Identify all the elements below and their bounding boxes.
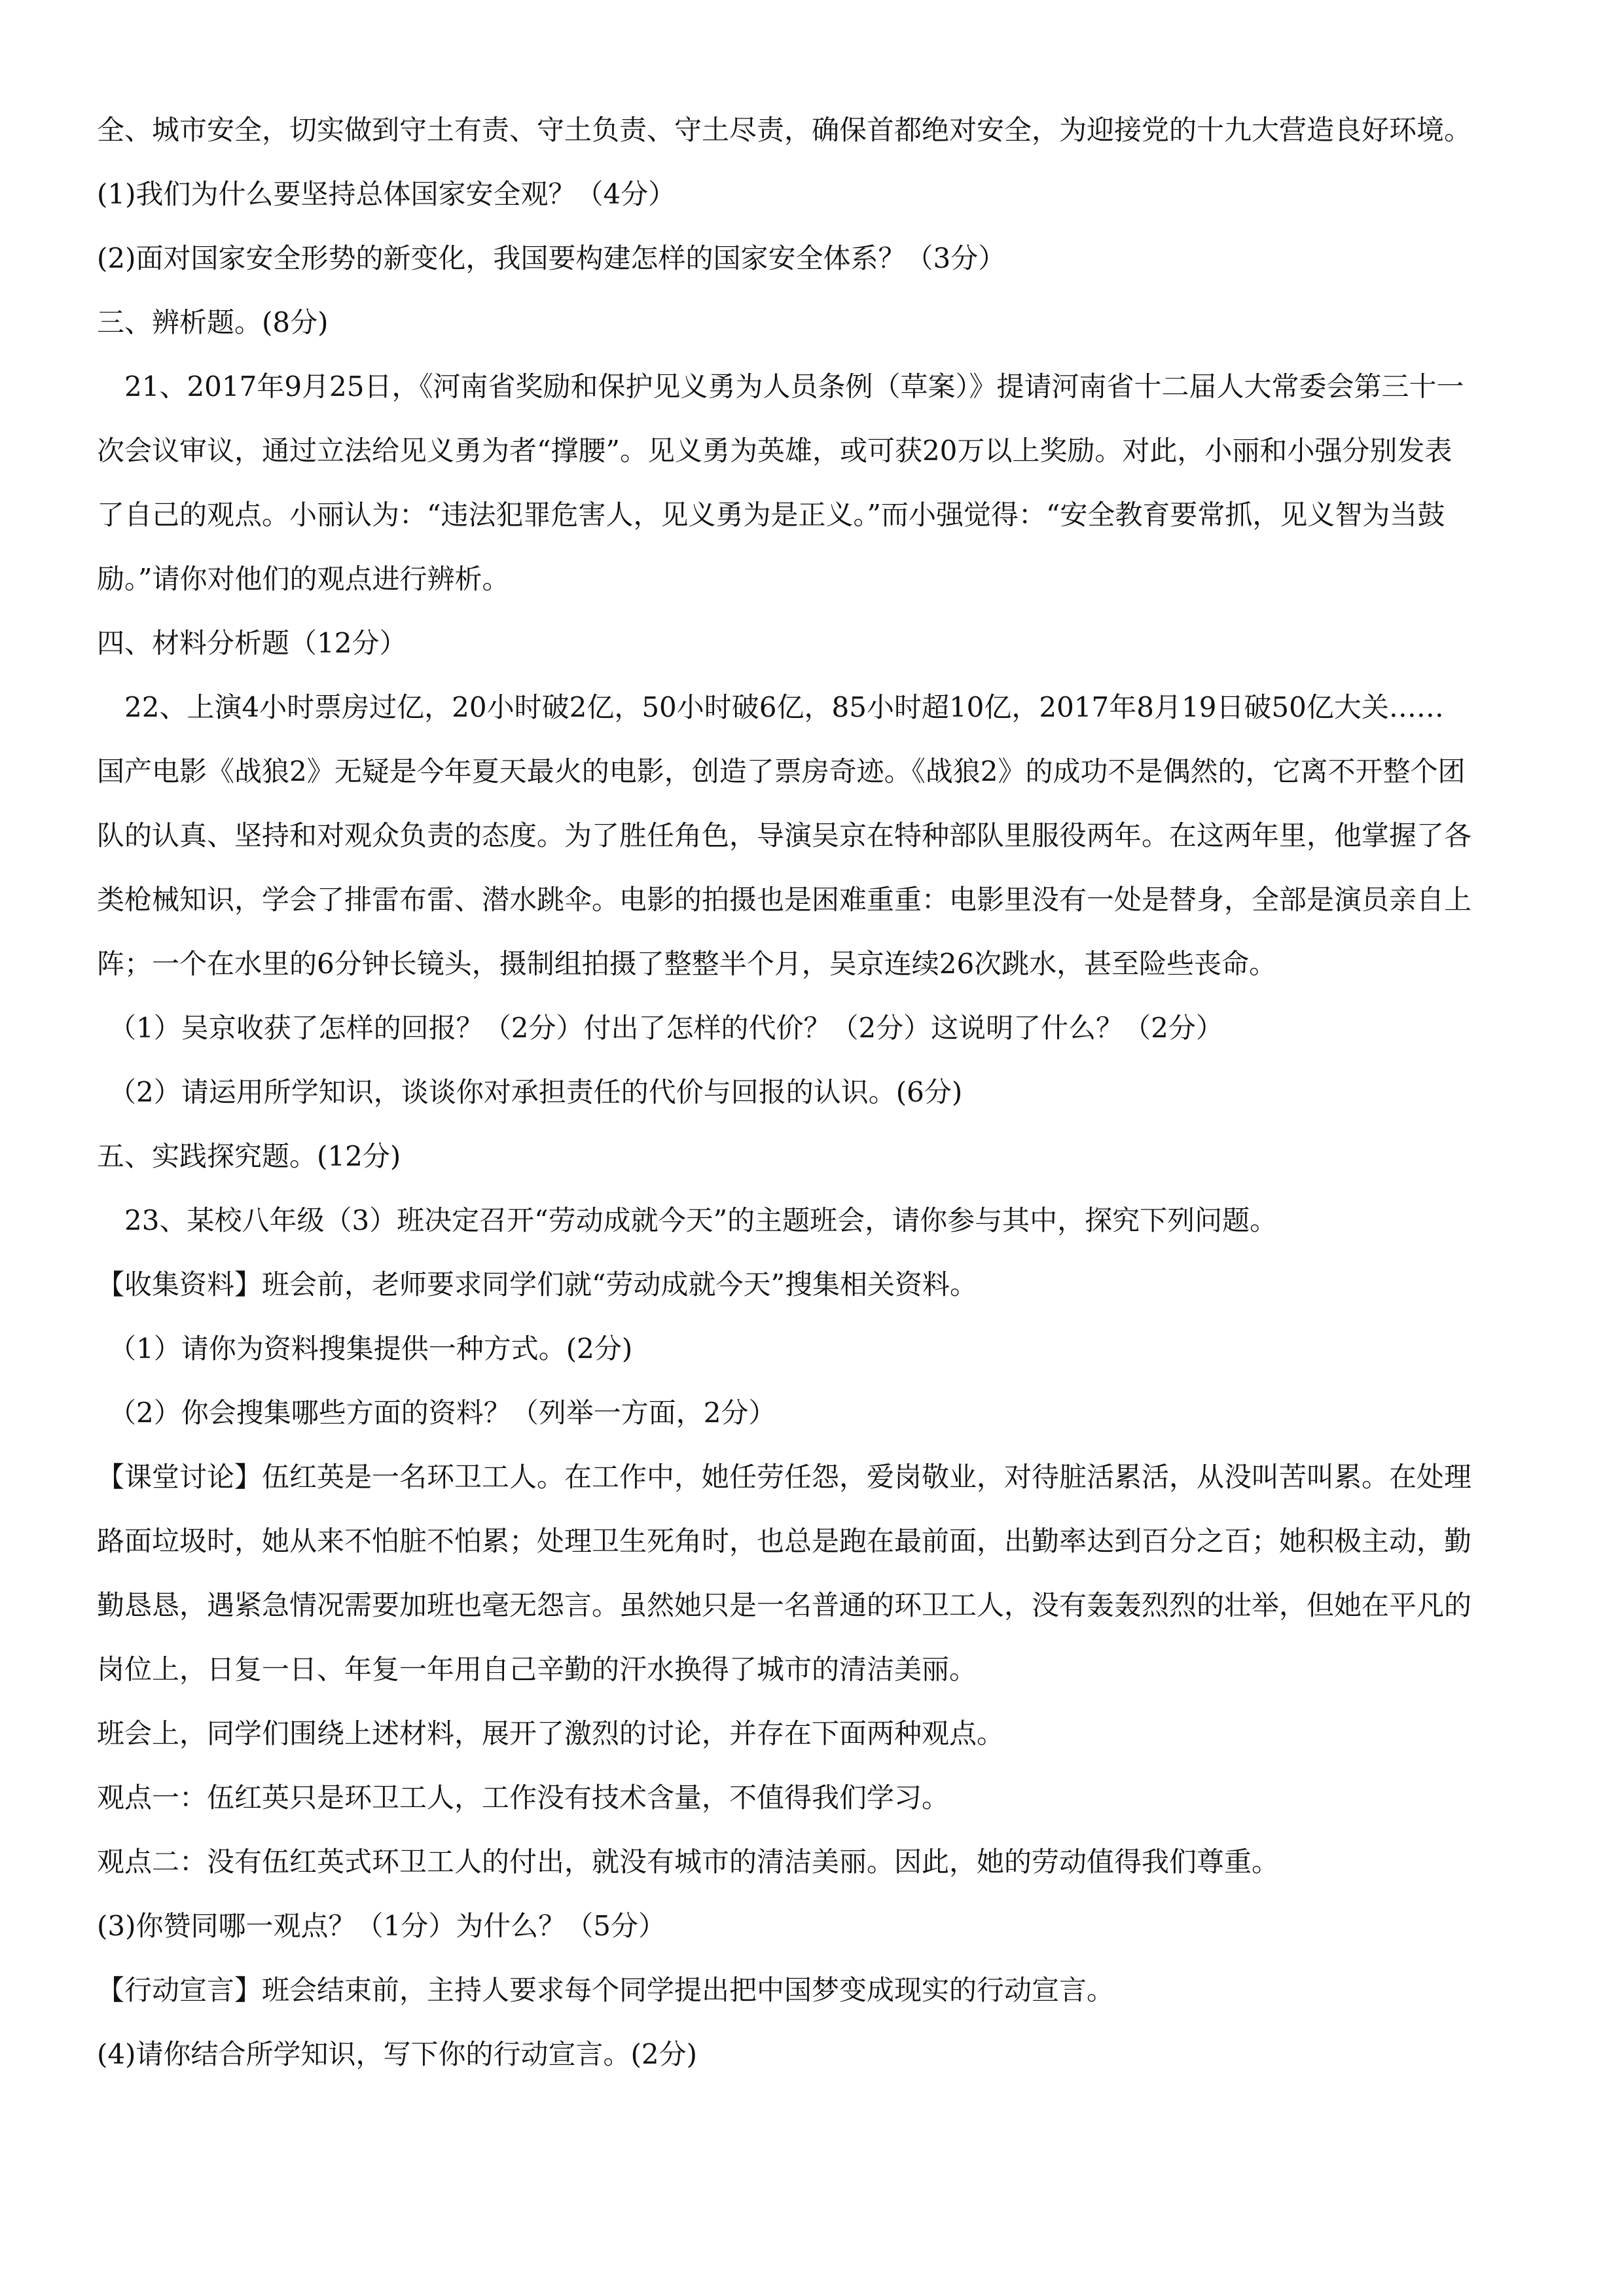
section-4-heading: 四、材料分析题（12分） (97, 627, 407, 659)
class-discussion-line-4: 岗位上，日复一日、年复一年用自己辛勤的汗水换得了城市的清洁美丽。 (97, 1653, 977, 1685)
question-21-line-1: 21、2017年9月25日，《河南省奖励和保护见义勇为人员条例（草案）》提请河南省十二届人大常委会第三十一 (124, 370, 1464, 403)
material-20-continuation: 全、城市安全，切实做到守土有责、守土负责、守土尽责，确保首都绝对安全，为迎接党的十九大营造良好环境。 (97, 114, 1472, 146)
class-discussion-line-3: 勤恳恳，遇紧急情况需要加班也毫无怨言。虽然她只是一名普通的环卫工人，没有轰轰烈烈的壮举，但她在平凡的 (97, 1589, 1472, 1621)
viewpoint-2: 观点二：没有伍红英式环卫工人的付出，就没有城市的清洁美丽。因此，她的劳动值得我们尊重。 (97, 1846, 1280, 1878)
question-23-2: （2）你会搜集哪些方面的资料？（列举一方面，2分） (109, 1397, 776, 1429)
question-23-intro: 23、某校八年级（3）班决定召开“劳动成就今天”的主题班会，请你参与其中，探究下列问题。 (124, 1204, 1278, 1236)
viewpoint-1: 观点一：伍红英只是环卫工人，工作没有技术含量，不值得我们学习。 (97, 1782, 950, 1814)
discussion-summary: 班会上，同学们围绕上述材料，展开了激烈的讨论，并存在下面两种观点。 (97, 1717, 1005, 1749)
question-22-line-2: 国产电影《战狼2》无疑是今年夏天最火的电影，创造了票房奇迹。《战狼2》的成功不是偶然的，它离不开整个团 (97, 755, 1466, 787)
question-23-3: (3)你赞同哪一观点？（1分）为什么？（5分） (97, 1910, 666, 1942)
question-22-line-3: 队的认真、坚持和对观众负责的态度。为了胜任角色，导演吴京在特种部队里服役两年。在这两年里，他掌握了各 (97, 819, 1472, 852)
question-21-line-4: 励。”请你对他们的观点进行辨析。 (97, 563, 510, 595)
class-discussion-line-1: 【课堂讨论】伍红英是一名环卫工人。在工作中，她任劳任怨，爱岗敬业，对待脏活累活，从没叫苦叫累。在处理 (97, 1461, 1472, 1493)
question-21-line-2: 次会议审议，通过立法给见义勇为者“撑腰”。见义勇为英雄，或可获20万以上奖励。对此，小丽和小强分别发表 (97, 435, 1453, 467)
exam-page (97, 98, 1527, 2087)
question-22-2: （2）请运用所学知识，谈谈你对承担责任的代价与回报的认识。(6分) (109, 1076, 963, 1108)
section-3-heading: 三、辨析题。(8分) (97, 306, 329, 338)
collect-materials: 【收集资料】班会前，老师要求同学们就“劳动成就今天”搜集相关资料。 (97, 1268, 977, 1300)
section-5-heading: 五、实践探究题。(12分) (97, 1140, 401, 1172)
action-declaration: 【行动宣言】班会结束前，主持人要求每个同学提出把中国梦变成现实的行动宣言。 (97, 1974, 1115, 2006)
question-22-1: （1）吴京收获了怎样的回报？（2分）付出了怎样的代价？（2分）这说明了什么？（2分） (109, 1012, 1223, 1044)
question-20-2: (2)面对国家安全形势的新变化，我国要构建怎样的国家安全体系？（3分） (97, 242, 1006, 274)
class-discussion-line-2: 路面垃圾时，她从来不怕脏不怕累；处理卫生死角时，也总是跑在最前面，出勤率达到百分之百；她积极主动，勤 (97, 1525, 1472, 1557)
question-22-line-1: 22、上演4小时票房过亿，20小时破2亿，50小时破6亿，85小时超10亿，2017年8月19日破50亿大关…… (124, 691, 1444, 723)
question-23-4: (4)请你结合所学知识，写下你的行动宣言。(2分) (97, 2038, 697, 2070)
question-21-line-3: 了自己的观点。小丽认为：“违法犯罪危害人，见义勇为是正义。”而小强觉得：“安全教育要常抓，见义智为当鼓 (97, 499, 1445, 531)
question-23-1: （1）请你为资料搜集提供一种方式。(2分) (109, 1333, 633, 1365)
question-20-1: (1)我们为什么要坚持总体国家安全观？（4分） (97, 178, 676, 210)
question-22-line-5: 阵；一个在水里的6分钟长镜头，摄制组拍摄了整整半个月，吴京连续26次跳水，甚至险些丧命。 (97, 948, 1277, 980)
question-22-line-4: 类枪械知识，学会了排雷布雷、潜水跳伞。电影的拍摄也是困难重重：电影里没有一处是替身，全部是演员亲自上 (97, 884, 1472, 916)
